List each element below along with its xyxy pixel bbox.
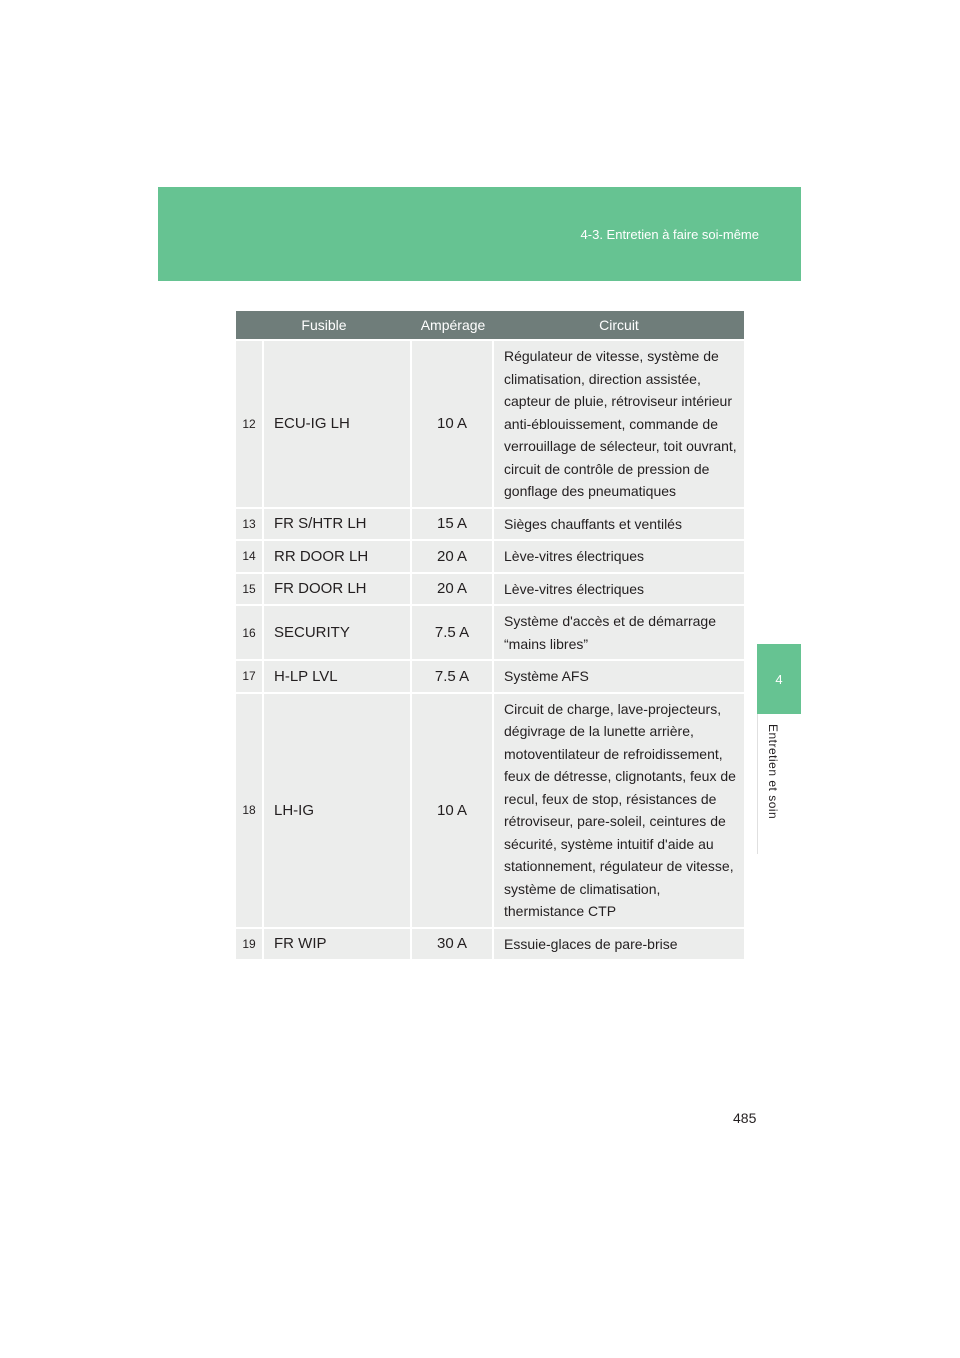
fuse-name: FR WIP	[264, 929, 412, 960]
fuse-amperage: 10 A	[412, 341, 494, 507]
fuse-amperage: 10 A	[412, 694, 494, 927]
fuse-amperage: 20 A	[412, 574, 494, 605]
page-number: 485	[733, 1110, 757, 1126]
fuse-circuit: Essuie-glaces de pare-brise	[494, 929, 744, 960]
row-number: 14	[236, 541, 264, 572]
fuse-circuit: Sièges chauffants et ventilés	[494, 509, 744, 540]
row-number: 15	[236, 574, 264, 605]
fuse-amperage: 15 A	[412, 509, 494, 540]
fuse-circuit: Lève-vitres électriques	[494, 574, 744, 605]
table-row	[236, 541, 744, 572]
table-header-row	[236, 311, 744, 339]
section-title: 4-3. Entretien à faire soi-même	[580, 227, 759, 242]
table-row	[236, 606, 744, 659]
table-row	[236, 661, 744, 692]
column-header-fuse: Fusible	[236, 311, 412, 339]
table-row	[236, 509, 744, 540]
column-header-amperage: Ampérage	[412, 311, 494, 339]
fuse-name: ECU-IG LH	[264, 341, 412, 507]
fuse-name: SECURITY	[264, 606, 412, 659]
fuse-amperage: 30 A	[412, 929, 494, 960]
chapter-label: Entretien et soin	[766, 724, 780, 820]
chapter-number-tab: 4	[757, 644, 801, 714]
fuse-circuit: Système AFS	[494, 661, 744, 692]
row-number: 18	[236, 694, 264, 927]
fuse-name: H-LP LVL	[264, 661, 412, 692]
table-row	[236, 341, 744, 507]
row-number: 16	[236, 606, 264, 659]
fuse-amperage: 20 A	[412, 541, 494, 572]
row-number: 17	[236, 661, 264, 692]
fuse-circuit: Régulateur de vitesse, système de climatisation, direction assistée, capteur de pluie, rétroviseur intérieur anti-éblouissement, commande de verrouillage de sélecteur, toit ouvrant, circuit de contrôle de pression de gonflage des pneumatiques	[494, 341, 744, 507]
table-row	[236, 574, 744, 605]
row-number: 19	[236, 929, 264, 960]
fuse-table	[236, 309, 744, 961]
fuse-name: LH-IG	[264, 694, 412, 927]
fuse-amperage: 7.5 A	[412, 606, 494, 659]
fuse-name: FR S/HTR LH	[264, 509, 412, 540]
fuse-name: RR DOOR LH	[264, 541, 412, 572]
fuse-circuit: Circuit de charge, lave-projecteurs, dégivrage de la lunette arrière, motoventilateur de refroidissement, feux de détresse, clignotants, feux de recul, feux de stop, résistances de rétroviseur, pare-soleil, ceintures de sécurité, système intuitif d'aide au stationnement, régulateur de vitesse, système de climatisation, thermistance CTP	[494, 694, 744, 927]
table-row	[236, 929, 744, 960]
fuse-circuit: Lève-vitres électriques	[494, 541, 744, 572]
fuse-amperage: 7.5 A	[412, 661, 494, 692]
row-number: 13	[236, 509, 264, 540]
chapter-label-tab	[757, 714, 802, 854]
row-number: 12	[236, 341, 264, 507]
fuse-name: FR DOOR LH	[264, 574, 412, 605]
header-band	[158, 187, 801, 281]
column-header-circuit: Circuit	[494, 311, 744, 339]
fuse-circuit: Système d'accès et de démarrage “mains libres”	[494, 606, 744, 659]
table-row	[236, 694, 744, 927]
